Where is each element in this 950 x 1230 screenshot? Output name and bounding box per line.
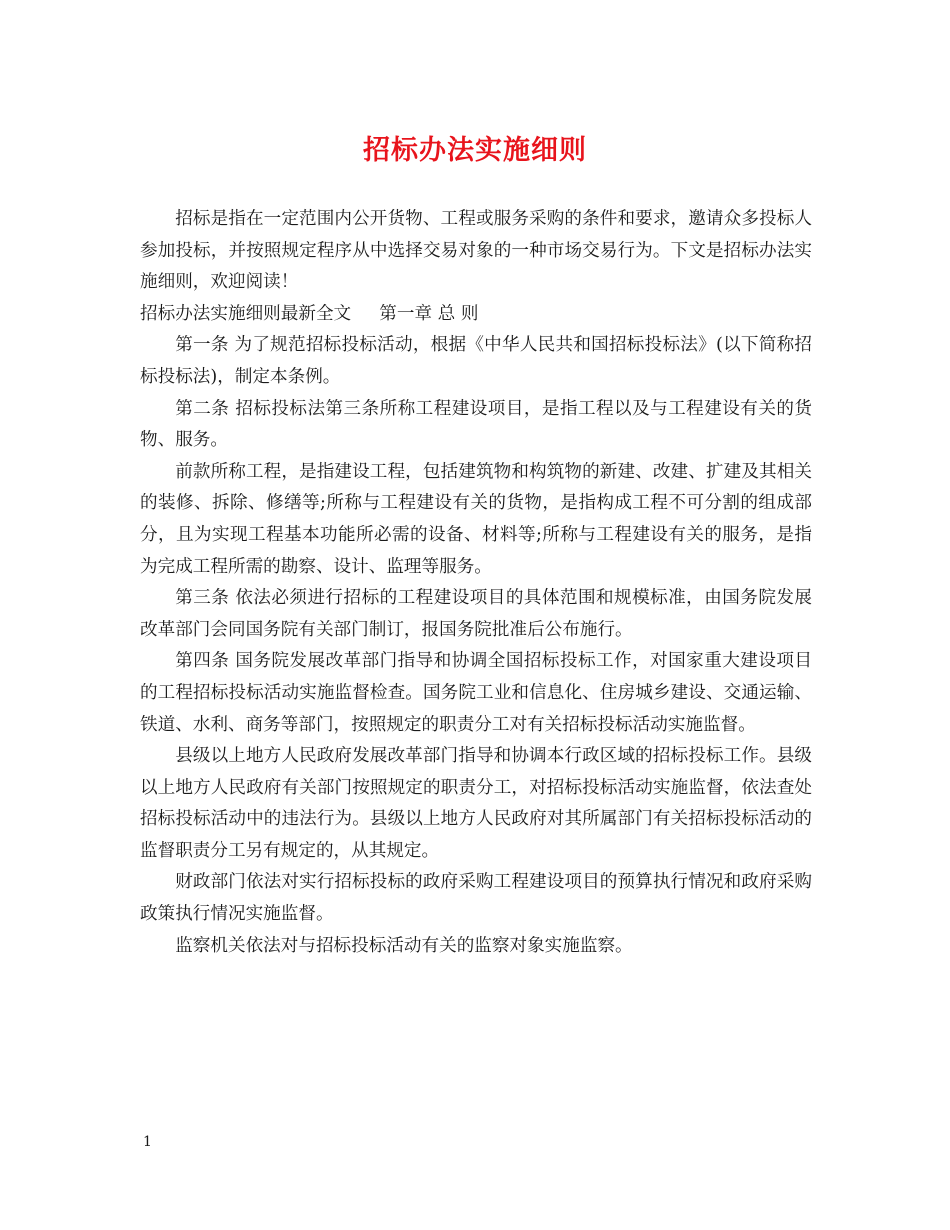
article-3-paragraph: 第三条 依法必须进行招标的工程建设项目的具体范围和规模标准，由国务院发展改革部门会同国务院有关部门制订，报国务院批准后公布施行。 <box>140 588 812 640</box>
article-4-paragraph: 第四条 国务院发展改革部门指导和协调全国招标投标工作，对国家重大建设项目的工程招标投标活动实施监督检查。国务院工业和信息化、住房城乡建设、交通运输、铁道、水利、商务等部门，按照规定的职责分工对有关招标投标活动实施监督。 <box>140 651 812 735</box>
article-2-detail-paragraph: 前款所称工程，是指建设工程，包括建筑物和构筑物的新建、改建、扩建及其相关的装修、拆除、修缮等;所称与工程建设有关的货物，是指构成工程不可分割的组成部分，且为实现工程基本功能所必需的设备、材料等;所称与工程建设有关的服务，是指为完成工程所需的勘察、设计、监理等服务。 <box>140 461 812 577</box>
subheading-left: 招标办法实施细则最新全文 <box>140 303 352 324</box>
document-body <box>140 204 812 962</box>
article-1-paragraph: 第一条 为了规范招标投标活动，根据《中华人民共和国招标投标法》(以下简称招标投标法)，制定本条例。 <box>140 335 812 387</box>
local-government-paragraph: 县级以上地方人民政府发展改革部门指导和协调本行政区域的招标投标工作。县级以上地方人民政府有关部门按照规定的职责分工，对招标投标活动实施监督，依法查处招标投标活动中的违法行为。县级以上地方人民政府对其所属部门有关招标投标活动的监督职责分工另有规定的，从其规定。 <box>140 746 812 861</box>
chapter-heading: 第一章 总 则 <box>379 303 479 324</box>
page-number: 1 <box>143 1134 152 1150</box>
intro-paragraph: 招标是指在一定范围内公开货物、工程或服务采购的条件和要求，邀请众多投标人参加投标，并按照规定程序从中选择交易对象的一种市场交易行为。下文是招标办法实施细则，欢迎阅读！ <box>140 209 812 293</box>
finance-department-paragraph: 财政部门依法对实行招标投标的政府采购工程建设项目的预算执行情况和政府采购政策执行情况实施监督。 <box>140 872 812 925</box>
supervision-paragraph: 监察机关依法对与招标投标活动有关的监察对象实施监察。 <box>175 935 633 956</box>
subheading-line <box>140 299 812 331</box>
article-2-paragraph: 第二条 招标投标法第三条所称工程建设项目，是指工程以及与工程建设有关的货物、服务。 <box>140 398 812 451</box>
document-title: 招标办法实施细则 <box>363 135 587 166</box>
